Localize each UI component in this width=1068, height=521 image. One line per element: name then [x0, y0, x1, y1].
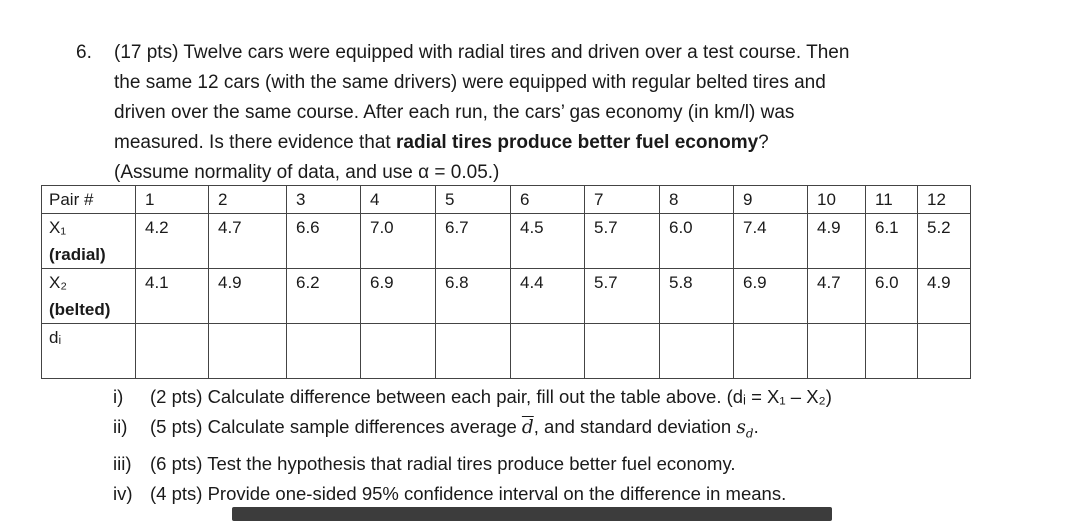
x1-cell: 5.7 [585, 214, 660, 269]
pair-cell: 4 [361, 186, 436, 214]
pair-cell: 8 [660, 186, 734, 214]
di-cell[interactable] [585, 324, 660, 379]
x2-cell: 4.9 [209, 269, 287, 324]
part-text: . [753, 416, 759, 437]
question-line-5: (Assume normality of data, and use α = 0.05.) [114, 162, 500, 183]
x1-cell: 6.1 [866, 214, 918, 269]
x2-cell: 4.7 [808, 269, 866, 324]
x2-label [42, 269, 136, 324]
x1-cell: 4.7 [209, 214, 287, 269]
pair-cell: 11 [866, 186, 918, 214]
di-cell[interactable] [918, 324, 971, 379]
x2-cell: 6.9 [361, 269, 436, 324]
di-cell[interactable] [808, 324, 866, 379]
di-cell[interactable] [866, 324, 918, 379]
paired-data-table [41, 185, 971, 379]
x1-symbol: X₁ [49, 218, 67, 237]
pair-cell: 12 [918, 186, 971, 214]
x1-cell: 4.9 [808, 214, 866, 269]
part-numeral: iii) [113, 452, 132, 474]
x2-cell: 6.9 [734, 269, 808, 324]
x1-cell: 4.2 [136, 214, 209, 269]
di-label: dᵢ [42, 324, 136, 379]
pair-cell: 6 [511, 186, 585, 214]
x1-cell: 6.7 [436, 214, 511, 269]
part-numeral: iv) [113, 482, 133, 504]
part-text: , and standard deviation [533, 416, 737, 437]
question-line-1: (17 pts) Twelve cars were equipped with radial tires and driven over a test course. Then [114, 42, 850, 63]
question-emphasis: radial tires produce better fuel economy [396, 132, 759, 153]
part-text: (2 pts) Calculate difference between each pair, fill out the table above. (dᵢ = X₁ – X₂) [150, 386, 832, 407]
x2-cell: 6.8 [436, 269, 511, 324]
x1-sublabel: (radial) [49, 245, 106, 264]
pair-label: Pair # [42, 186, 136, 214]
x2-cell: 6.0 [866, 269, 918, 324]
question-body [114, 38, 1004, 188]
question-number: 6. [76, 42, 92, 63]
x1-cell: 6.0 [660, 214, 734, 269]
x1-label [42, 214, 136, 269]
part-text: (5 pts) Calculate sample differences average [150, 416, 522, 437]
table-row-x1 [42, 214, 971, 269]
question-line-3: driven over the same course. After each run, the cars’ gas economy (in km/l) was [114, 102, 795, 123]
di-cell[interactable] [511, 324, 585, 379]
question-line-4-text: measured. Is there evidence that [114, 132, 396, 153]
x2-cell: 6.2 [287, 269, 361, 324]
part-i [113, 382, 832, 412]
x2-sublabel: (belted) [49, 300, 111, 319]
x2-cell: 5.7 [585, 269, 660, 324]
x2-symbol: X₂ [49, 273, 67, 292]
part-text: (6 pts) Test the hypothesis that radial tires produce better fuel economy. [150, 452, 736, 474]
x2-cell: 4.9 [918, 269, 971, 324]
x1-cell: 6.6 [287, 214, 361, 269]
x1-cell: 7.0 [361, 214, 436, 269]
table-header-row [42, 186, 971, 214]
x1-cell: 4.5 [511, 214, 585, 269]
std-dev-subscript: d [745, 426, 754, 441]
di-cell[interactable] [734, 324, 808, 379]
question-line-4 [114, 128, 1004, 158]
x2-cell: 5.8 [660, 269, 734, 324]
di-cell[interactable] [436, 324, 511, 379]
part-text: (4 pts) Provide one-sided 95% confidence interval on the difference in means. [150, 482, 787, 504]
pair-cell: 1 [136, 186, 209, 214]
part-numeral: ii) [113, 416, 128, 437]
x2-cell: 4.1 [136, 269, 209, 324]
x2-cell: 4.4 [511, 269, 585, 324]
pair-cell: 3 [287, 186, 361, 214]
std-dev-symbol [736, 417, 754, 441]
part-iii [113, 449, 832, 479]
pair-cell: 2 [209, 186, 287, 214]
pair-cell: 5 [436, 186, 511, 214]
di-cell[interactable] [287, 324, 361, 379]
question-parts [113, 382, 832, 509]
di-cell[interactable] [660, 324, 734, 379]
x1-cell: 5.2 [918, 214, 971, 269]
question-line-2: the same 12 cars (with the same drivers) were equipped with regular belted tires and [114, 72, 826, 93]
di-cell[interactable] [209, 324, 287, 379]
question-mark: ? [758, 132, 769, 153]
di-cell[interactable] [361, 324, 436, 379]
di-cell[interactable] [136, 324, 209, 379]
std-dev-letter: s [736, 417, 746, 438]
table-row-di [42, 324, 971, 379]
pair-cell: 9 [734, 186, 808, 214]
part-iv [113, 479, 832, 509]
part-numeral: i) [113, 386, 124, 407]
x1-cell: 7.4 [734, 214, 808, 269]
pair-cell: 7 [585, 186, 660, 214]
pair-cell: 10 [808, 186, 866, 214]
part-ii [113, 412, 832, 449]
mean-difference-symbol: $\overline{d}$ [521, 417, 534, 438]
table-row-x2 [42, 269, 971, 324]
